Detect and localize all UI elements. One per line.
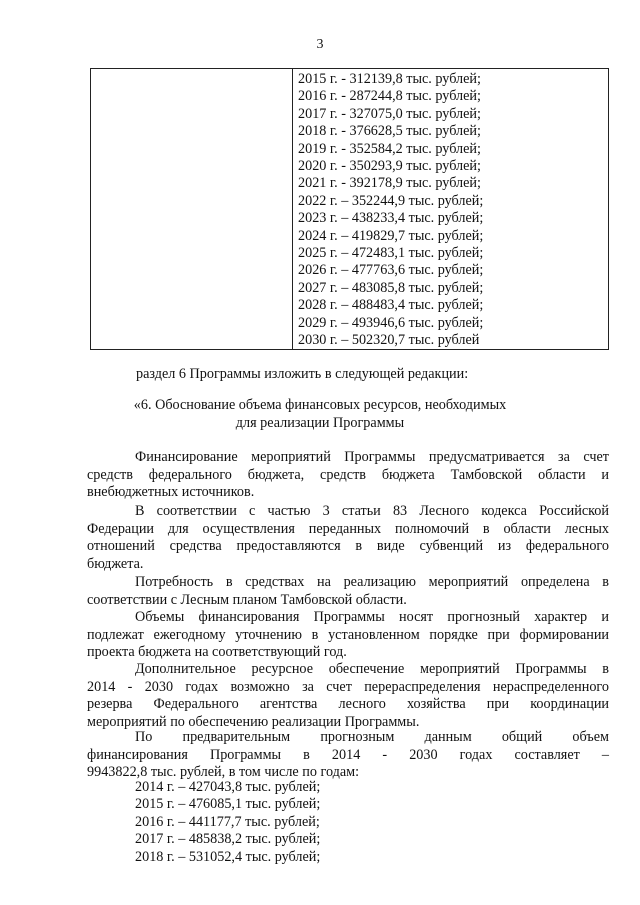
table-year-line: 2017 г. - 327075,0 тыс. рублей; bbox=[298, 105, 481, 122]
table-year-line: 2022 г. – 352244,9 тыс. рублей; bbox=[298, 192, 484, 209]
table-year-line: 2028 г. – 488483,4 тыс. рублей; bbox=[298, 297, 484, 314]
paragraph-4 bbox=[87, 609, 609, 662]
table-year-line: 2018 г. - 376628,5 тыс. рублей; bbox=[298, 123, 481, 140]
table-year-line: 2025 г. – 472483,1 тыс. рублей; bbox=[298, 245, 484, 262]
year-funding-line: 2018 г. – 531052,4 тыс. рублей; bbox=[135, 848, 321, 865]
table-column-divider bbox=[292, 69, 293, 349]
paragraph-1 bbox=[87, 449, 609, 502]
yearly-funding-list bbox=[135, 779, 320, 866]
paragraph-line: Дополнительное ресурсное обеспечение мероприятий Программы в bbox=[135, 661, 609, 677]
paragraph-line: бюджета. bbox=[87, 555, 144, 572]
table-years-cell bbox=[298, 71, 606, 350]
paragraph-line: Объемы финансирования Программы носят прогнозный характер и bbox=[135, 609, 609, 625]
paragraph-line: проекта бюджета на соответствующий год. bbox=[87, 644, 347, 660]
table-year-line: 2023 г. – 438233,4 тыс. рублей; bbox=[298, 210, 484, 227]
section-heading bbox=[0, 397, 640, 432]
paragraph-2 bbox=[87, 503, 609, 573]
paragraph-line: Финансирование мероприятий Программы предусматривается за счет bbox=[135, 449, 609, 465]
table-year-line: 2027 г. – 483085,8 тыс. рублей; bbox=[298, 279, 484, 296]
paragraph-line: отношений средства предоставляются в виде субвенций из федерального bbox=[87, 538, 609, 554]
table-year-line: 2029 г. – 493946,6 тыс. рублей; bbox=[298, 314, 484, 331]
paragraph-line: 9943822,8 тыс. рублей, в том числе по годам: bbox=[87, 764, 360, 780]
page-number: 3 bbox=[316, 37, 324, 52]
paragraph-line: подлежат ежегодному уточнению в установленном порядке при формировании bbox=[87, 626, 609, 643]
table-year-line: 2021 г. - 392178,9 тыс. рублей; bbox=[298, 175, 481, 192]
table-year-line: 2016 г. - 287244,8 тыс. рублей; bbox=[298, 88, 481, 105]
paragraph-line: внебюджетных источников. bbox=[87, 484, 255, 500]
paragraph-line: средств федерального бюджета, средств бюджета Тамбовской области и bbox=[87, 466, 609, 483]
table-year-line: 2019 г. - 352584,2 тыс. рублей; bbox=[298, 140, 481, 157]
paragraph-line: Федерации для осуществления переданных полномочий в области лесных bbox=[87, 520, 609, 537]
heading-line-2: для реализации Программы bbox=[235, 414, 405, 431]
section-instruction: раздел 6 Программы изложить в следующей редакции: bbox=[136, 366, 469, 382]
paragraph-line: В соответствии с частью 3 статьи 83 Лесного кодекса Российской bbox=[135, 503, 609, 519]
paragraph-3 bbox=[87, 574, 609, 609]
paragraph-line: соответствии с Лесным планом Тамбовской области. bbox=[87, 591, 407, 608]
paragraph-line: мероприятий по обеспечению реализации Программы. bbox=[87, 713, 420, 730]
paragraph-5 bbox=[87, 661, 609, 731]
paragraph-line: Потребность в средствах на реализацию мероприятий определена в bbox=[135, 574, 609, 590]
funding-table bbox=[90, 68, 609, 350]
paragraph-line: 2014 - 2030 годах возможно за счет перераспределения нераспределенного bbox=[87, 678, 609, 695]
table-year-line: 2015 г. - 312139,8 тыс. рублей; bbox=[298, 71, 481, 87]
year-funding-line: 2017 г. – 485838,2 тыс. рублей; bbox=[135, 831, 321, 848]
table-year-line: 2020 г. - 350293,9 тыс. рублей; bbox=[298, 158, 481, 175]
paragraph-line: финансирования Программы в 2014 - 2030 годах составляет – bbox=[87, 746, 609, 763]
heading-line-1: «6. Обоснование объема финансовых ресурсов, необходимых bbox=[133, 397, 507, 413]
paragraph-line: резерва Федерального агентства лесного хозяйства при координации bbox=[87, 696, 609, 712]
year-funding-line: 2015 г. – 476085,1 тыс. рублей; bbox=[135, 796, 321, 813]
paragraph-6 bbox=[87, 729, 609, 782]
table-year-line: 2026 г. – 477763,6 тыс. рублей; bbox=[298, 262, 484, 279]
year-funding-line: 2014 г. – 427043,8 тыс. рублей; bbox=[135, 779, 321, 795]
table-year-line: 2030 г. – 502320,7 тыс. рублей bbox=[298, 332, 480, 349]
table-year-line: 2024 г. – 419829,7 тыс. рублей; bbox=[298, 227, 484, 244]
paragraph-line: По предварительным прогнозным данным общий объем bbox=[135, 729, 609, 745]
year-funding-line: 2016 г. – 441177,7 тыс. рублей; bbox=[135, 813, 320, 830]
